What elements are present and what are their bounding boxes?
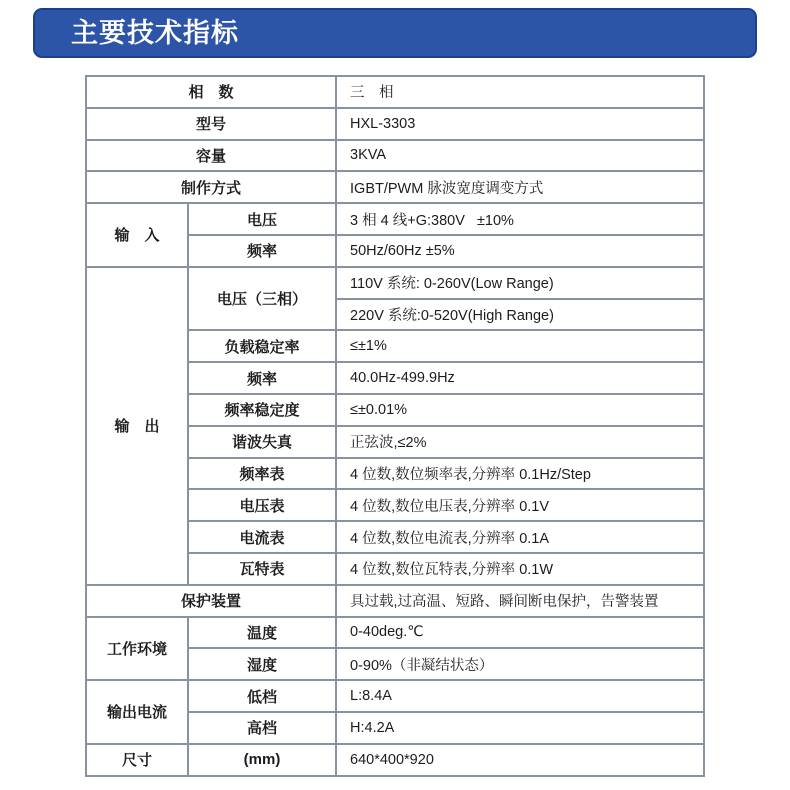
label-cell: 瓦特表 [188,553,336,585]
value-cell: 110V 系统: 0-260V(Low Range) [336,267,704,299]
label-cell: 电流表 [188,521,336,553]
group-cell: 输 入 [86,203,188,267]
value-cell: 4 位数,数位瓦特表,分辨率 0.1W [336,553,704,585]
value-cell: HXL-3303 [336,108,704,140]
label-cell: 低档 [188,680,336,712]
value-cell: ≤±0.01% [336,394,704,426]
table-row [86,171,704,203]
value-cell: 4 位数,数位电压表,分辨率 0.1V [336,489,704,521]
label-cell: (mm) [188,744,336,776]
label-cell: 温度 [188,617,336,649]
label-cell: 频率稳定度 [188,394,336,426]
label-cell: 容量 [86,140,336,172]
label-cell: 型号 [86,108,336,140]
value-cell: 3KVA [336,140,704,172]
table-row [86,140,704,172]
value-cell: 40.0Hz-499.9Hz [336,362,704,394]
value-cell: 0-90%（非凝结状态） [336,648,704,680]
section-title-banner [33,8,757,58]
label-cell: 负载稳定率 [188,330,336,362]
group-cell: 工作环境 [86,617,188,681]
label-cell: 相 数 [86,76,336,108]
value-cell: 4 位数,数位频率表,分辨率 0.1Hz/Step [336,458,704,490]
table-row [86,203,704,235]
value-cell: 640*400*920 [336,744,704,776]
label-cell: 频率表 [188,458,336,490]
label-cell: 电压表 [188,489,336,521]
spec-table-container [85,75,705,777]
group-cell: 输出电流 [86,680,188,744]
value-cell: 3 相 4 线+G:380V ±10% [336,203,704,235]
label-cell: 频率 [188,235,336,267]
value-cell: 三 相 [336,76,704,108]
value-cell: 220V 系统:0-520V(High Range) [336,299,704,331]
value-cell: 50Hz/60Hz ±5% [336,235,704,267]
group-cell: 尺寸 [86,744,188,776]
value-cell: IGBT/PWM 脉波宽度调变方式 [336,171,704,203]
table-row [86,680,704,712]
value-cell: 具过载,过高温、短路、瞬间断电保护，告警装置 [336,585,704,617]
table-row [86,585,704,617]
table-row [86,617,704,649]
spec-table [85,75,705,777]
value-cell: 4 位数,数位电流表,分辨率 0.1A [336,521,704,553]
table-row [86,744,704,776]
value-cell: 正弦波,≤2% [336,426,704,458]
value-cell: ≤±1% [336,330,704,362]
label-cell: 高档 [188,712,336,744]
group-cell: 输 出 [86,267,188,585]
label-cell: 频率 [188,362,336,394]
value-cell: H:4.2A [336,712,704,744]
table-row [86,267,704,299]
value-cell: L:8.4A [336,680,704,712]
value-cell: 0-40deg.℃ [336,617,704,649]
table-row [86,76,704,108]
label-cell: 制作方式 [86,171,336,203]
label-cell: 谐波失真 [188,426,336,458]
label-cell: 电压 [188,203,336,235]
table-row [86,108,704,140]
label-cell: 电压（三相） [188,267,336,331]
page-title: 主要技术指标 [71,17,239,48]
label-cell: 保护装置 [86,585,336,617]
label-cell: 湿度 [188,648,336,680]
